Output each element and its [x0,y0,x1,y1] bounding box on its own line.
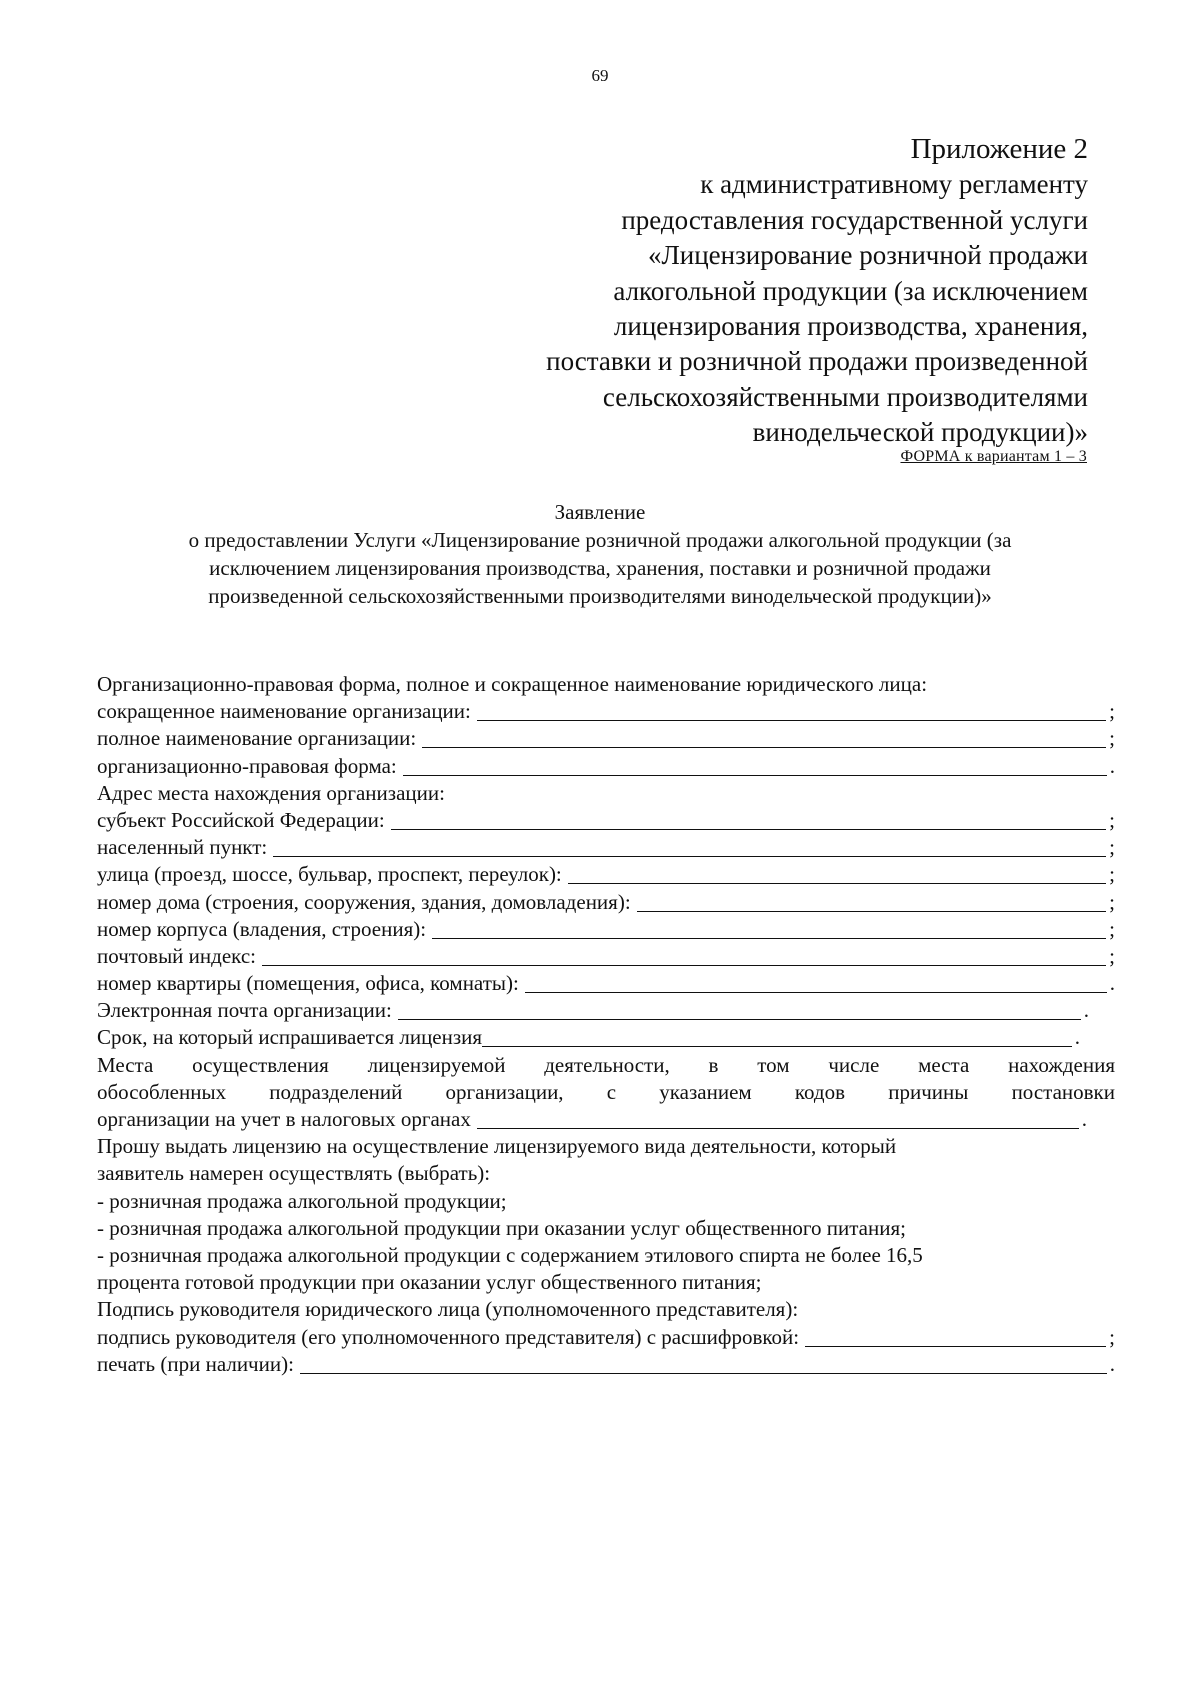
signature-row [97,1324,1115,1351]
option-retail[interactable]: - розничная продажа алкогольной продукции; [97,1188,507,1213]
places-field[interactable] [477,1111,1079,1129]
semicolon: ; [1109,726,1115,751]
apartment-row [97,970,1115,997]
semicolon: ; [1109,943,1115,968]
apartment-field[interactable] [525,975,1107,993]
address-heading: Адрес места нахождения организации: [97,780,445,805]
option-catering[interactable]: - розничная продажа алкогольной продукции при оказании услуг общественного питания; [97,1215,906,1240]
term-row [97,1024,1080,1051]
period: . [1083,998,1089,1023]
appendix-line: поставки и розничной продажи произведенной [546,346,1088,377]
postcode-row [97,943,1115,970]
short-name-row [97,698,1115,725]
building-field[interactable] [432,921,1106,939]
appendix-line: «Лицензирование розничной продажи [647,240,1088,271]
postcode-label: почтовый индекс: [97,943,256,968]
legal-form-row [97,753,1115,780]
locality-row [97,834,1115,861]
street-label: улица (проезд, шоссе, бульвар, проспект, переулок): [97,862,562,887]
semicolon: ; [1109,699,1115,724]
stamp-row [97,1351,1115,1378]
full-name-row [97,725,1115,752]
appendix-line: сельскохозяйственными производителями [602,381,1088,412]
application-form [97,671,1115,1378]
statement-description [100,526,1100,610]
house-field[interactable] [637,894,1107,912]
subject-row [97,807,1115,834]
full-name-label: полное наименование организации: [97,726,417,751]
semicolon: ; [1109,807,1115,832]
building-label: номер корпуса (владения, строения): [97,916,427,941]
appendix-header [448,132,1088,451]
building-row [97,916,1115,943]
appendix-line: алкогольной продукции (за исключением [613,275,1088,306]
semicolon: ; [1109,862,1115,887]
appendix-line: предоставления государственной услуги [621,204,1088,235]
house-row [97,889,1115,916]
places-row [97,1106,1087,1133]
request-line: Прошу выдать лицензию на осуществление лицензируемого вида деятельности, который [97,1134,897,1159]
appendix-title: Приложение 2 [910,133,1088,165]
street-row [97,861,1115,888]
semicolon: ; [1109,916,1115,941]
org-heading: Организационно-правовая форма, полное и сокращенное наименование юридического лица: [97,672,928,696]
appendix-line: к административному регламенту [700,169,1088,200]
semicolon: ; [1109,889,1115,914]
apartment-label: номер квартиры (помещения, офиса, комнаты): [97,971,519,996]
statement-line: о предоставлении Услуги «Лицензирование розничной продажи алкогольной продукции (за [188,528,1012,552]
semicolon: ; [1109,835,1115,860]
places-line: Места осуществления лицензируемой деятельности, в том числе места нахождения [97,1052,1115,1077]
stamp-field[interactable] [300,1356,1107,1374]
option-low-alcohol-cont: процента готовой продукции при оказании услуг общественного питания; [97,1270,762,1295]
period: . [1074,1025,1080,1050]
form-variant-label: ФОРМА к вариантам 1 – 3 [900,448,1087,465]
email-row [97,997,1089,1024]
appendix-line: лицензирования производства, хранения, [613,311,1088,342]
statement-title: Заявление [554,500,646,524]
email-label: Электронная почта организации: [97,998,392,1023]
request-line: заявитель намерен осуществлять (выбрать): [97,1161,491,1186]
subject-label: субъект Российской Федерации: [97,807,385,832]
stamp-label: печать (при наличии): [97,1351,294,1376]
semicolon: ; [1109,1324,1115,1349]
places-line: обособленных подразделений организации, с указанием кодов причины постановки [97,1079,1115,1104]
period: . [1109,1351,1115,1376]
legal-form-label: организационно-правовая форма: [97,753,397,778]
period: . [1081,1107,1087,1131]
term-label: Срок, на который испрашивается лицензия [97,1025,483,1050]
short-name-label: сокращенное наименование организации: [97,699,471,724]
signature-field[interactable] [805,1329,1106,1347]
subject-field[interactable] [391,812,1106,830]
signature-heading: Подпись руководителя юридического лица (уполномоченного представителя): [97,1297,799,1322]
places-label: организации на учет в налоговых органах [97,1107,471,1131]
street-field[interactable] [568,866,1106,884]
house-label: номер дома (строения, сооружения, здания, домовладения): [97,889,631,914]
signature-label: подпись руководителя (его уполномоченного представителя) с расшифровкой: [97,1324,800,1349]
statement-line: исключением лицензирования производства, хранения, поставки и розничной продажи [209,556,991,580]
legal-form-field[interactable] [403,758,1107,776]
full-name-field[interactable] [422,730,1106,748]
locality-field[interactable] [273,839,1106,857]
period: . [1109,753,1115,778]
locality-label: населенный пункт: [97,835,268,860]
option-low-alcohol[interactable]: - розничная продажа алкогольной продукции с содержанием этилового спирта не более 16,5 [97,1242,923,1267]
short-name-field[interactable] [477,703,1106,721]
page-number: 69 [591,66,609,85]
email-field[interactable] [398,1002,1081,1020]
period: . [1109,971,1115,996]
statement-line: произведенной сельскохозяйственными производителями винодельческой продукции)» [208,584,992,608]
term-field[interactable] [482,1029,1072,1047]
postcode-field[interactable] [262,948,1106,966]
appendix-line: винодельческой продукции)» [752,417,1088,448]
